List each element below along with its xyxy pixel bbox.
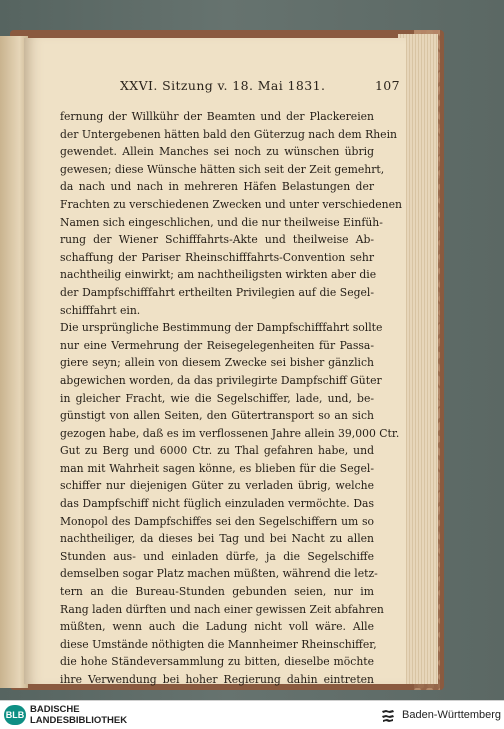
text-line: das Dampfschiff nicht füglich einzuladen vermöchte. Das (60, 497, 374, 511)
text-line: der Dampfschifffahrt ertheilten Privilegien auf die Segel- (60, 285, 374, 299)
text-line: diese Umstände nöthigten die Mannheimer Rheinschiffer, (60, 637, 377, 651)
library-name-line2: LANDESBIBLIOTHEK (30, 715, 128, 726)
text-line: man mit Wahrheit sagen könne, es blieben für die Segel- (60, 461, 374, 475)
running-head (120, 78, 400, 94)
text-line: schaffung der Pariser Rheinschifffahrts-Convention sehr (60, 250, 374, 264)
baden-wuerttemberg-emblem-icon (380, 707, 396, 723)
text-line: tern an die Bureau-Stunden gebunden seien, nur im (60, 585, 374, 599)
text-line: schifffahrt ein. (60, 303, 141, 317)
text-line: schiffer nur diejenigen Güter zu verladen übrig, welche (60, 479, 374, 493)
text-line: nachtheilig einwirkt; am nachtheiligsten wirkten aber die (60, 268, 377, 282)
text-line: gezogen habe, daß es im verflossenen Jahre allein 39,000 Ctr. (60, 426, 400, 440)
text-line: Namen sich eingeschlichen, und die nur theilweise Einfüh- (60, 215, 383, 229)
text-line: abgewichen worden, da das privilegirte Dampfschiff Güter (60, 373, 382, 387)
text-line: nachtheiliger, da dieses bei Tag und bei Nacht zu allen (60, 532, 374, 546)
text-line: günstigt von allen Seiten, den Gütertransport so an sich (60, 409, 374, 423)
text-line: giere seyn; allein von diesem Zwecke sei bisher gänzlich (60, 356, 374, 370)
text-line: Monopol des Dampfschiffes sei den Segelschiffern um so (60, 514, 374, 528)
text-line: müßten, wenn auch die Ladung nicht voll wäre. Alle (60, 620, 374, 634)
text-line: demselben sogar Platz machen müßten, während die letz- (60, 567, 378, 581)
text-line: ihre Verwendung bei hoher Regierung dahin eintreten (60, 673, 374, 686)
text-line: Gut zu Berg und 6000 Ctr. zu Thal gefahren habe, und (60, 444, 374, 458)
page-number: 107 (374, 78, 400, 93)
text-line: Stunden aus- und einladen dürfe, ja die Segelschiffe (60, 549, 374, 563)
text-line: nur eine Vermehrung der Reisegelegenheiten für Passa- (60, 338, 374, 352)
footer-bar (0, 700, 504, 729)
text-line: gewendet. Allein Manches sei noch zu wünschen übrig (60, 145, 374, 159)
state-name[interactable]: Baden-Württemberg (402, 709, 502, 721)
text-line: in gleicher Fracht, wie die Segelschiffer, lade, und, be- (60, 391, 374, 405)
text-line: fernung der Willkühr der Beamten und der Plackereien (60, 110, 374, 123)
text-line: Rang laden dürften und nach einer gewissen Zeit abfahren (60, 602, 384, 616)
blb-logo-icon[interactable]: BLB (4, 705, 26, 725)
text-line: Frachten zu verschiedenen Zwecken und unter verschiedenen (60, 197, 402, 211)
text-line: die hohe Ständeversammlung zu bitten, dieselbe möchte (60, 655, 374, 669)
book-page (24, 38, 406, 684)
text-line: rung der Wiener Schifffahrts-Akte und theilweise Ab- (60, 233, 374, 247)
text-line: da nach und nach in mehreren Häfen Belastungen der (60, 180, 374, 194)
library-name-line1: BADISCHE (30, 704, 80, 715)
text-line: der Untergebenen hätten bald den Güterzug nach dem Rhein (60, 127, 397, 141)
library-name[interactable] (30, 704, 170, 726)
text-line: Die ursprüngliche Bestimmung der Dampfschifffahrt sollte (60, 321, 383, 335)
running-head-title: XXVI. Sitzung v. 18. Mai 1831. (120, 78, 326, 93)
text-line: gewesen; diese Wünsche hätten sich seit der Zeit gemehrt, (60, 162, 385, 176)
body-text (60, 108, 402, 689)
